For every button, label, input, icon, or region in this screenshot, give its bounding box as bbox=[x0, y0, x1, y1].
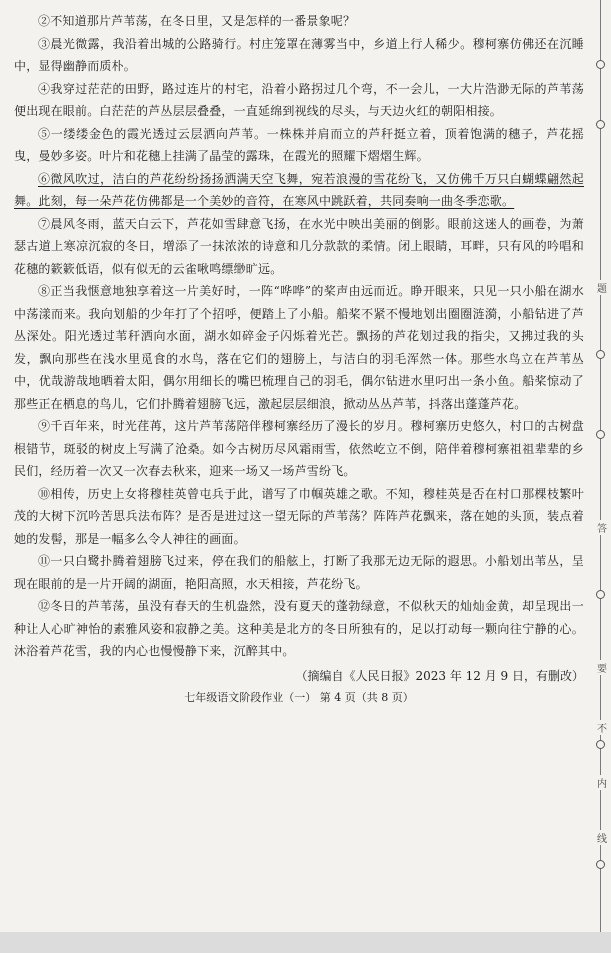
binding-mark: 题 bbox=[593, 280, 611, 295]
binding-margin bbox=[593, 0, 611, 932]
paragraph-4: ④我穿过茫茫的田野，路过连片的村宅，沿着小路拐过几个弯，不一会儿，一大片浩渺无际的芦苇荡便出现在眼前。白茫茫的芦丛层层叠叠，一直延绵到视线的尽头，与天边火红的朝阳相接。 bbox=[14, 81, 584, 118]
binding-hole-icon bbox=[596, 860, 605, 869]
article-body bbox=[14, 10, 584, 707]
paragraph-7: ⑦晨风冬雨，蓝天白云下，芦花如雪肆意飞扬，在水光中映出美丽的倒影。眼前这迷人的画卷，为萧瑟古道上寒凉沉寂的冬日，增添了一抹浓浓的诗意和几分款款的柔情。闭上眼睛，耳畔，只有风的吟唱和花穗的簌簌低语，似有似无的云雀啾鸣缥缈旷远。 bbox=[14, 216, 584, 276]
binding-hole-icon bbox=[596, 350, 605, 359]
binding-hole-icon bbox=[596, 740, 605, 749]
paragraph-10: ⑩相传，历史上女将穆桂英曾屯兵于此，谱写了巾帼英雄之歌。不知，穆桂英是否在村口那棵枝繁叶茂的大树下沉吟苦思兵法布阵？是否是进过这一望无际的芦苇荡？阵阵芦花飘来，落在她的头顶，装点着她的发髻，那是一幅多么令人神往的画面。 bbox=[14, 486, 584, 546]
binding-mark: 要 bbox=[593, 660, 611, 675]
paragraph-2: ②不知道那片芦苇荡，在冬日里，又是怎样的一番景象呢？ bbox=[38, 14, 356, 28]
binding-hole-icon bbox=[596, 590, 605, 599]
paragraph-5: ⑤一缕缕金色的霞光透过云层洒向芦苇。一株株并肩而立的芦秆挺立着，顶着饱满的穗子，芦花摇曳，曼妙多姿。叶片和花穗上挂满了晶莹的露珠，在霞光的照耀下熠熠生辉。 bbox=[14, 126, 584, 163]
paragraph-9: ⑨千百年来，时光荏苒，这片芦苇荡陪伴穆柯寨经历了漫长的岁月。穆柯寨历史悠久，村口的古树盘根错节，斑驳的树皮上写满了沧桑。如今古树历尽风霜雨雪，依然屹立不倒，陪伴着穆柯寨祖祖辈辈的乡民们，经历着一次又一次春去秋来，迎来一场又一场芦雪纷飞。 bbox=[14, 419, 584, 478]
binding-line bbox=[600, 0, 601, 932]
paragraph-11: ⑪一只白鹭扑腾着翅膀飞过来，停在我们的船舷上，打断了我那无边无际的遐思。小船划出苇丛，呈现在眼前的是一片开阔的湖面，艳阳高照，水天相接，芦花纷飞。 bbox=[14, 554, 584, 591]
binding-hole-icon bbox=[596, 120, 605, 129]
paragraph-3: ③晨光微露，我沿着出城的公路骑行。村庄笼罩在薄雾当中，乡道上行人稀少。穆柯寨仿佛还在沉睡中，显得幽静而质朴。 bbox=[14, 36, 584, 73]
paragraph-12: ⑫冬日的芦苇荡，虽没有春天的生机盎然，没有夏天的蓬勃绿意，不似秋天的灿灿金黄，却呈现出一种让人心旷神怡的素雅风姿和寂静之美。这种美是北方的冬日所独有的，足以打动每一颗向往宁静的心。沐浴着芦花雪，我的内心也慢慢静下来，沉醉其中。 bbox=[14, 599, 584, 658]
binding-mark: 不 bbox=[593, 720, 611, 735]
binding-mark: 答 bbox=[593, 520, 611, 535]
binding-hole-icon bbox=[596, 60, 605, 69]
viewer-bottom-bar bbox=[0, 932, 611, 953]
binding-mark: 线 bbox=[593, 830, 611, 845]
page-footer: 七年级语文阶段作业（一） 第 4 页（共 8 页） bbox=[184, 690, 414, 704]
source-citation: （摘编自《人民日报》2023 年 12 月 9 日，有删改） bbox=[295, 668, 584, 683]
paragraph-8: ⑧正当我惬意地独享着这一片美好时，一阵“哗哗”的桨声由远而近。睁开眼来，只见一只小船在湖水中荡漾而来。我向划船的少年打了个招呼，便踏上了小船。船桨不紧不慢地划出圈圈涟漪，小船钻进了芦丛深处。阳光透过苇秆洒向水面，湖水如碎金子闪烁着光芒。飘扬的芦花划过我的指尖，又拂过我的头发，飘向那些在浅水里觅食的水鸟，落在它们的翅膀上，与洁白的羽毛浑然一体。那些水鸟立在芦苇丛中，优哉游哉地晒着太阳，偶尔用细长的嘴巴梳理自己的羽毛，偶尔钻进水里叼出一条小鱼。船桨惊动了那些正在栖息的鸟儿，它们扑腾着翅膀飞远，激起层层细浪，掀动丛丛芦苇，抖落出蓬蓬芦花。 bbox=[14, 284, 584, 411]
binding-hole-icon bbox=[596, 430, 605, 439]
binding-mark: 内 bbox=[593, 775, 611, 790]
paragraph-6: ⑥微风吹过，洁白的芦花纷纷扬扬洒满天空飞舞，宛若浪漫的雪花纷飞，又仿佛千万只白蝴蝶翩然起舞。此刻，每一朵芦花仿佛都是一个美妙的音符，在寒风中跳跃着，共同奏响一曲冬季恋歌。 bbox=[14, 171, 584, 208]
